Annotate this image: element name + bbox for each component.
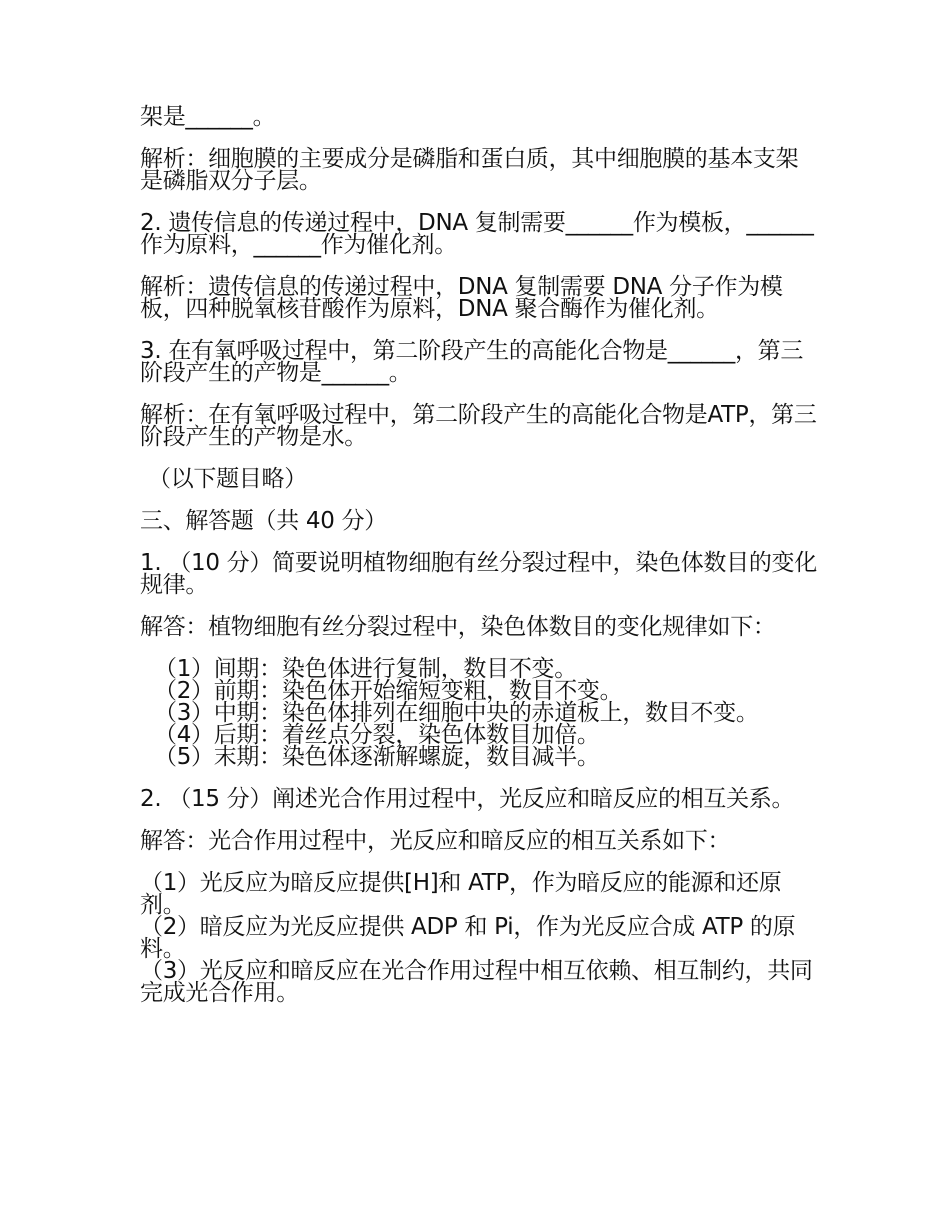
essay-answer-1-intro: 解答：植物细胞有丝分裂过程中，染色体数目的变化规律如下： [140, 614, 776, 640]
list-item: （1）光反应为暗反应提供[H]和 ATP，作为暗反应的能源和还原剂。 [140, 870, 782, 918]
list-item: （1）间期：染色体进行复制，数目不变。 [154, 656, 577, 682]
essay-answer-1-list [154, 658, 820, 768]
question-2: 2. 遗传信息的传递过程中，DNA 复制需要______作为模板，______作为原料，______作为催化剂。 [140, 210, 814, 258]
list-item: （3）光反应和暗反应在光合作用过程中相互依赖、相互制约，共同完成光合作用。 [140, 958, 813, 1006]
list-item: （4）后期：着丝点分裂，染色体数目加倍。 [154, 722, 600, 748]
list-item: （2）前期：染色体开始缩短变粗，数目不变。 [154, 678, 623, 704]
essay-answer-2-intro: 解答：光合作用过程中，光反应和暗反应的相互关系如下： [140, 828, 731, 854]
list-item: （2）暗反应为光反应提供 ADP 和 Pi，作为光反应合成 ATP 的原料。 [140, 914, 796, 962]
fill-blank-tail: 架是______。 [140, 104, 276, 130]
answer-explanation-1: 解析：细胞膜的主要成分是磷脂和蛋白质，其中细胞膜的基本支架是磷脂双分子层。 [140, 146, 799, 194]
essay-answer-2-list [140, 872, 820, 1004]
question-3: 3. 在有氧呼吸过程中，第二阶段产生的高能化合物是______，第三阶段产生的产物是______。 [140, 338, 804, 386]
document-body [140, 106, 820, 1024]
answer-explanation-3: 解析：在有氧呼吸过程中，第二阶段产生的高能化合物是ATP，第三阶段产生的产物是水。 [140, 402, 817, 450]
omitted-note: （以下题目略） [148, 466, 307, 492]
answer-explanation-2: 解析：遗传信息的传递过程中，DNA 复制需要 DNA 分子作为模板，四种脱氧核苷酸作为原料，DNA 聚合酶作为催化剂。 [140, 274, 783, 322]
list-item: （5）末期：染色体逐渐解螺旋，数目减半。 [154, 744, 600, 770]
essay-question-2: 2. （15 分）阐述光合作用过程中，光反应和暗反应的相互关系。 [140, 786, 795, 812]
list-item: （3）中期：染色体排列在细胞中央的赤道板上，数目不变。 [154, 700, 759, 726]
essay-question-1: 1. （10 分）简要说明植物细胞有丝分裂过程中，染色体数目的变化规律。 [140, 550, 817, 598]
section-heading: 三、解答题（共 40 分） [140, 508, 387, 534]
